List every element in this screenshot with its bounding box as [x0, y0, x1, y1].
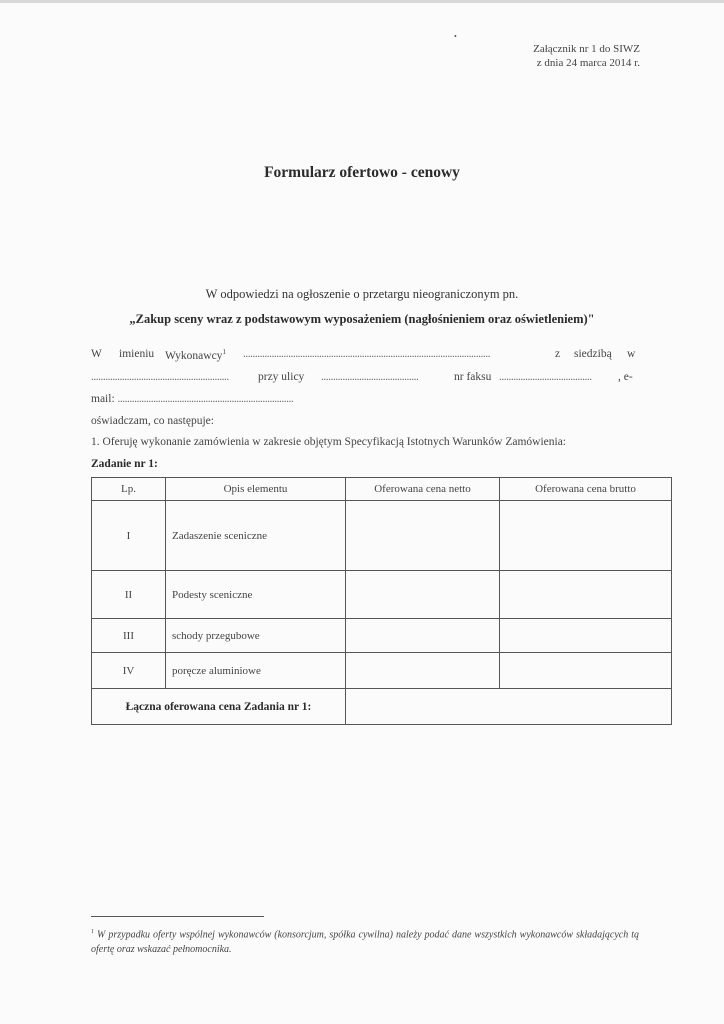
gross-price-cell[interactable]	[500, 619, 672, 653]
row-description: Podesty sceniczne	[166, 571, 346, 619]
z-word: z	[555, 348, 561, 360]
table-header-row	[92, 478, 672, 501]
email-fill-dots[interactable]: ..........................................................................	[117, 393, 294, 405]
total-row	[92, 689, 672, 725]
nr-faksu-label: nr faksu	[454, 371, 492, 383]
task-label: Zadanie nr 1:	[91, 458, 158, 470]
row-description: Zadaszenie sceniczne	[166, 501, 346, 571]
city-fill-dots[interactable]: ..........................................................	[91, 371, 229, 383]
scan-top-edge	[0, 0, 724, 3]
row-lp: III	[92, 619, 166, 653]
header-description: Opis elementu	[166, 478, 346, 501]
email-tail: , e-	[618, 371, 633, 383]
net-price-cell[interactable]	[346, 619, 500, 653]
annex-header	[500, 42, 640, 70]
przy-ulicy-label: przy ulicy	[258, 371, 305, 383]
siedziba-word: siedzibą	[574, 348, 612, 360]
header-net-price: Oferowana cena netto	[346, 478, 500, 501]
page-title: Formularz ofertowo - cenowy	[264, 164, 460, 181]
net-price-cell[interactable]	[346, 571, 500, 619]
scan-speck: •	[454, 32, 457, 41]
w2-word: w	[627, 348, 636, 360]
row-description: schody przegubowe	[166, 619, 346, 653]
table-row	[92, 571, 672, 619]
footnote	[91, 925, 639, 957]
total-price-cell[interactable]	[346, 689, 672, 725]
point-1-text: 1. Oferuję wykonanie zamówienia w zakresie objętym Specyfikacją Istotnych Warunków Zamówienia:	[91, 436, 566, 448]
email-row	[91, 393, 636, 405]
footnote-number: 1	[91, 929, 94, 935]
declaration-text: oświadczam, co następuje:	[91, 415, 214, 427]
mail-label: mail:	[91, 393, 115, 405]
row-description: poręcze aluminiowe	[166, 653, 346, 689]
gross-price-cell[interactable]	[500, 653, 672, 689]
contractor-fill-dots[interactable]: ........................................................................................................	[243, 348, 490, 360]
annex-line-2: z dnia 24 marca 2014 r.	[536, 57, 640, 69]
table-row	[92, 653, 672, 689]
footnote-divider	[91, 916, 264, 917]
footnote-ref: 1	[222, 348, 226, 356]
net-price-cell[interactable]	[346, 501, 500, 571]
gross-price-cell[interactable]	[500, 501, 672, 571]
header-lp: Lp.	[92, 478, 166, 501]
annex-line-1: Załącznik nr 1 do SIWZ	[533, 43, 640, 55]
row-lp: I	[92, 501, 166, 571]
gross-price-cell[interactable]	[500, 571, 672, 619]
intro-line-2: „Zakup sceny wraz z podstawowym wyposażeniem (nagłośnieniem oraz oświetleniem)"	[129, 312, 595, 326]
intro-line-1: W odpowiedzi na ogłoszenie o przetargu nieograniczonym pn.	[205, 287, 519, 301]
net-price-cell[interactable]	[346, 653, 500, 689]
row-lp: IV	[92, 653, 166, 689]
footnote-text: W przypadku oferty wspólnej wykonawców (konsorcjum, spółka cywilna) należy podać dane wszystkich wykonawców składających tą ofertę oraz wskazać pełnomocnika.	[91, 929, 639, 956]
offer-table	[91, 477, 672, 725]
total-label: Łączna oferowana cena Zadania nr 1:	[92, 689, 346, 725]
row-lp: II	[92, 571, 166, 619]
street-fill-dots[interactable]: .........................................	[321, 371, 419, 383]
header-gross-price: Oferowana cena brutto	[500, 478, 672, 501]
table-row	[92, 619, 672, 653]
imieniu-word: imieniu	[119, 348, 155, 360]
wykonawcy-word: Wykonawcy	[165, 349, 223, 362]
fax-fill-dots[interactable]: .......................................	[499, 371, 592, 383]
wykonawcy-label	[165, 348, 226, 362]
table-row	[92, 501, 672, 571]
w-word: W	[91, 348, 102, 360]
